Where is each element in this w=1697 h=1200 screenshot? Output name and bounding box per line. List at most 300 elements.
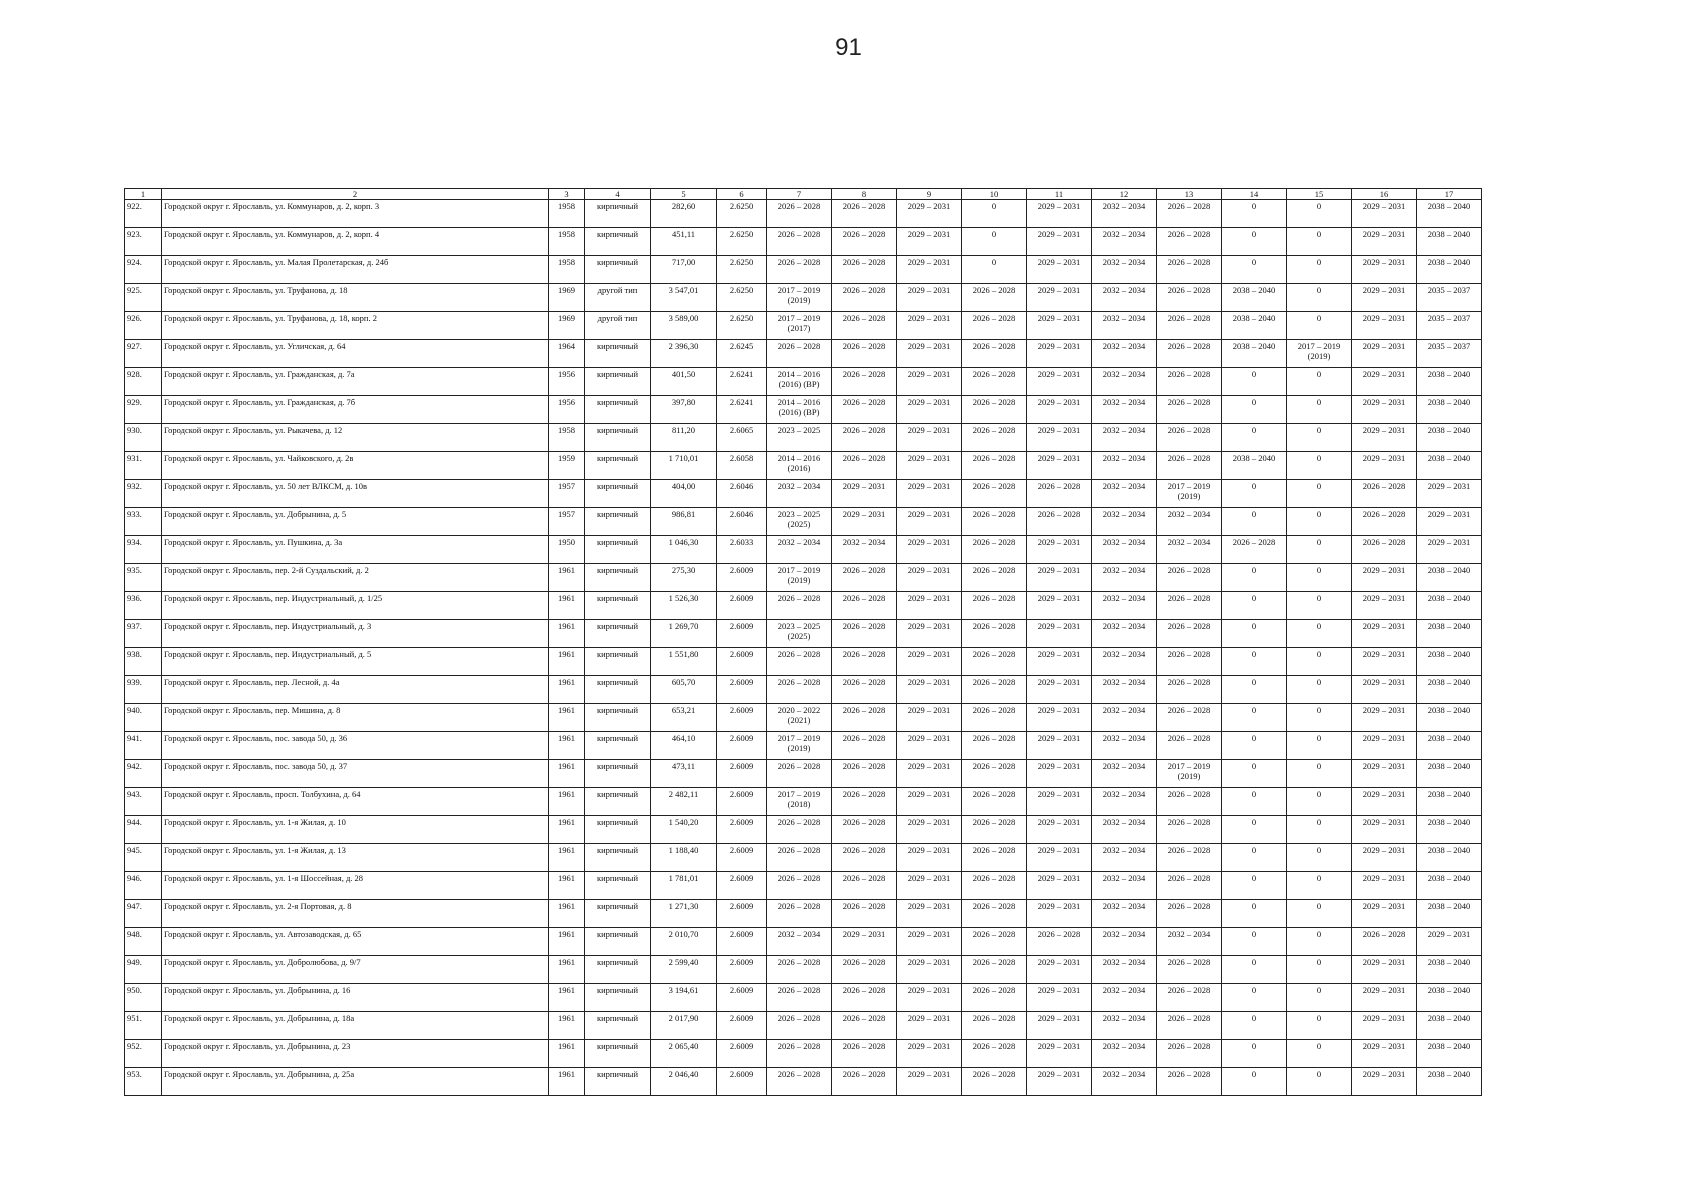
table-cell: 2026 – 2028 [832, 228, 897, 256]
table-cell: 2032 – 2034 [1092, 1040, 1157, 1068]
table-cell: 0 [1287, 424, 1352, 452]
table-cell: 2026 – 2028 [962, 816, 1027, 844]
table-row [125, 984, 1482, 1012]
table-cell: другой тип [585, 312, 651, 340]
table-cell: 2026 – 2028 [832, 732, 897, 760]
table-cell: 2026 – 2028 [767, 676, 832, 704]
table-cell: 0 [1222, 816, 1287, 844]
table-cell: 2026 – 2028 [962, 368, 1027, 396]
table-cell [767, 564, 832, 592]
cell-text-line: 2020 – 2022 [777, 705, 821, 715]
table-cell: кирпичный [585, 228, 651, 256]
table-cell: 2029 – 2031 [1352, 1068, 1417, 1096]
table-cell: 2026 – 2028 [767, 256, 832, 284]
table-cell: 2026 – 2028 [1157, 284, 1222, 312]
table-cell: 2038 – 2040 [1222, 452, 1287, 480]
table-cell: 2029 – 2031 [1352, 648, 1417, 676]
cell-text-line: 2017 – 2019 [777, 313, 821, 323]
table-cell: 605,70 [651, 676, 717, 704]
table-row [125, 592, 1482, 620]
table-cell: 2026 – 2028 [1157, 676, 1222, 704]
address-cell: Городской округ г. Ярославль, пер. 2-й Суздальский, д. 2 [162, 564, 549, 592]
table-cell: 2.6009 [717, 1040, 767, 1068]
table-cell: 2.6250 [717, 228, 767, 256]
table-cell: 2.6009 [717, 732, 767, 760]
table-cell: 2032 – 2034 [1092, 312, 1157, 340]
table-cell: 2029 – 2031 [897, 760, 962, 788]
table-cell: 2029 – 2031 [897, 340, 962, 368]
cell-text-line: (2019) [787, 295, 811, 305]
address-cell: Городской округ г. Ярославль, ул. 1-я Жилая, д. 10 [162, 816, 549, 844]
column-header-16: 16 [1352, 189, 1417, 200]
table-cell: 2032 – 2034 [1092, 704, 1157, 732]
table-cell: 2029 – 2031 [897, 1012, 962, 1040]
table-row [125, 676, 1482, 704]
table-cell: 1961 [549, 1012, 585, 1040]
table-cell: 2029 – 2031 [1352, 312, 1417, 340]
address-cell: Городской округ г. Ярославль, ул. Гражданская, д. 7а [162, 368, 549, 396]
table-cell: 2029 – 2031 [1352, 984, 1417, 1012]
table-cell: 2029 – 2031 [1027, 228, 1092, 256]
table-cell: 2026 – 2028 [962, 452, 1027, 480]
table-cell: 2038 – 2040 [1417, 816, 1482, 844]
table-cell: 2029 – 2031 [897, 1040, 962, 1068]
table-cell: 2038 – 2040 [1417, 256, 1482, 284]
table-row [125, 816, 1482, 844]
table-cell: 2038 – 2040 [1417, 564, 1482, 592]
table-cell: 2029 – 2031 [1027, 312, 1092, 340]
row-number-cell: 947. [125, 900, 162, 928]
table-cell: 1964 [549, 340, 585, 368]
column-header-12: 12 [1092, 189, 1157, 200]
table-cell: 2029 – 2031 [1352, 956, 1417, 984]
table-cell: 2029 – 2031 [1027, 984, 1092, 1012]
table-cell: 2038 – 2040 [1417, 732, 1482, 760]
table-cell: 0 [1287, 704, 1352, 732]
row-number-cell: 945. [125, 844, 162, 872]
table-cell: 2026 – 2028 [1352, 536, 1417, 564]
table-cell: 3 547,01 [651, 284, 717, 312]
table-cell: кирпичный [585, 760, 651, 788]
table-cell: 2032 – 2034 [1092, 200, 1157, 228]
table-cell: 2026 – 2028 [832, 592, 897, 620]
table-cell: кирпичный [585, 368, 651, 396]
table-cell: 0 [1222, 956, 1287, 984]
table-cell: 2026 – 2028 [832, 872, 897, 900]
column-header-9: 9 [897, 189, 962, 200]
cell-text-line: (2025) [787, 519, 811, 529]
table-cell: 2029 – 2031 [897, 424, 962, 452]
table-cell: 2032 – 2034 [1092, 592, 1157, 620]
table-cell: 2032 – 2034 [1092, 452, 1157, 480]
table-cell: 2029 – 2031 [1027, 284, 1092, 312]
table-cell: 2029 – 2031 [1027, 676, 1092, 704]
table-cell: 2026 – 2028 [962, 592, 1027, 620]
table-cell: 404,00 [651, 480, 717, 508]
table-cell: 2029 – 2031 [1417, 928, 1482, 956]
table-cell: кирпичный [585, 564, 651, 592]
table-cell: 2026 – 2028 [1157, 844, 1222, 872]
table-cell: 2026 – 2028 [962, 340, 1027, 368]
table-cell: 717,00 [651, 256, 717, 284]
table-row [125, 928, 1482, 956]
table-cell: 2029 – 2031 [897, 1068, 962, 1096]
table-row [125, 508, 1482, 536]
table-cell: 2032 – 2034 [1092, 816, 1157, 844]
housing-register-table [124, 188, 1482, 1096]
table-cell: 2029 – 2031 [1417, 536, 1482, 564]
table-cell: 811,20 [651, 424, 717, 452]
table-cell: 1961 [549, 928, 585, 956]
table-cell: кирпичный [585, 676, 651, 704]
table-cell: кирпичный [585, 1068, 651, 1096]
table-cell: 2029 – 2031 [1027, 1040, 1092, 1068]
table-row [125, 620, 1482, 648]
table-cell: 1956 [549, 396, 585, 424]
table-cell: 2032 – 2034 [1092, 564, 1157, 592]
table-cell: 1969 [549, 284, 585, 312]
table-cell: 0 [1287, 844, 1352, 872]
table-cell: 0 [1222, 844, 1287, 872]
table-cell: 0 [1222, 1040, 1287, 1068]
table-cell: 2026 – 2028 [962, 788, 1027, 816]
cell-text-line: 2023 – 2025 [777, 509, 821, 519]
table-cell: 0 [1222, 928, 1287, 956]
cell-text-line: (2019) [1177, 771, 1201, 781]
table-cell: 2032 – 2034 [1092, 508, 1157, 536]
row-number-cell: 922. [125, 200, 162, 228]
table-cell: кирпичный [585, 508, 651, 536]
table-cell: 2029 – 2031 [1352, 256, 1417, 284]
table-cell: 2029 – 2031 [1027, 760, 1092, 788]
table-cell: кирпичный [585, 732, 651, 760]
table-cell: 2038 – 2040 [1417, 1040, 1482, 1068]
table-cell: 2029 – 2031 [1352, 452, 1417, 480]
table-cell: 2038 – 2040 [1417, 900, 1482, 928]
table-cell: 0 [1222, 760, 1287, 788]
table-cell: 2026 – 2028 [832, 340, 897, 368]
table-cell: 2026 – 2028 [832, 844, 897, 872]
table-cell: 2.6009 [717, 844, 767, 872]
cell-text-line: (2021) [787, 715, 811, 725]
table-cell: 2.6009 [717, 1068, 767, 1096]
table-cell: 2032 – 2034 [1092, 1012, 1157, 1040]
table-cell: 2029 – 2031 [897, 228, 962, 256]
table-header [125, 189, 1482, 200]
table-cell: 2029 – 2031 [1352, 900, 1417, 928]
table-cell [767, 620, 832, 648]
address-cell: Городской округ г. Ярославль, ул. Чайковского, д. 2в [162, 452, 549, 480]
table-cell: кирпичный [585, 452, 651, 480]
table-cell: 0 [1222, 368, 1287, 396]
table-cell: 2026 – 2028 [1157, 564, 1222, 592]
table-cell: 2032 – 2034 [1092, 256, 1157, 284]
table-cell: 0 [1222, 564, 1287, 592]
table-cell: 2029 – 2031 [1352, 228, 1417, 256]
table-cell: 2032 – 2034 [1092, 788, 1157, 816]
table-cell: 2026 – 2028 [832, 256, 897, 284]
table-cell: 2029 – 2031 [1027, 900, 1092, 928]
table-cell: 0 [1222, 424, 1287, 452]
table-cell: 2029 – 2031 [1027, 648, 1092, 676]
table-cell: 1959 [549, 452, 585, 480]
cell-text-line: 2017 – 2019 [1167, 481, 1211, 491]
table-row [125, 284, 1482, 312]
table-cell: 0 [962, 256, 1027, 284]
table-cell: 2029 – 2031 [897, 956, 962, 984]
table-row [125, 256, 1482, 284]
table-cell: 0 [1222, 900, 1287, 928]
table-cell: 2035 – 2037 [1417, 284, 1482, 312]
table-cell: 2029 – 2031 [897, 284, 962, 312]
table-cell: 2026 – 2028 [767, 1068, 832, 1096]
table-cell: 2029 – 2031 [1027, 256, 1092, 284]
table-cell: 2.6009 [717, 984, 767, 1012]
table-cell: 0 [1287, 928, 1352, 956]
table-cell: 2029 – 2031 [897, 704, 962, 732]
table-cell: 2 396,30 [651, 340, 717, 368]
table-cell: 1961 [549, 900, 585, 928]
row-number-cell: 952. [125, 1040, 162, 1068]
table-cell: 2029 – 2031 [1027, 704, 1092, 732]
table-cell: 0 [1287, 900, 1352, 928]
table-cell: 1961 [549, 1068, 585, 1096]
row-number-cell: 928. [125, 368, 162, 396]
table-cell: 2032 – 2034 [1157, 536, 1222, 564]
table-cell: 2032 – 2034 [1092, 396, 1157, 424]
table-cell: 0 [1287, 648, 1352, 676]
table-row [125, 396, 1482, 424]
table-cell: 2038 – 2040 [1417, 228, 1482, 256]
table-cell: 0 [1287, 284, 1352, 312]
table-cell: 2026 – 2028 [1027, 928, 1092, 956]
table-cell [767, 704, 832, 732]
table-cell: 2.6009 [717, 648, 767, 676]
table-cell: 2026 – 2028 [1352, 508, 1417, 536]
table-cell: 2029 – 2031 [832, 508, 897, 536]
column-header-15: 15 [1287, 189, 1352, 200]
table-cell: кирпичный [585, 900, 651, 928]
cell-text-line: (2019) [787, 743, 811, 753]
table-cell: 2026 – 2028 [832, 984, 897, 1012]
table-cell: 0 [1222, 648, 1287, 676]
table-cell: 2029 – 2031 [897, 844, 962, 872]
table-cell: кирпичный [585, 984, 651, 1012]
row-number-cell: 953. [125, 1068, 162, 1096]
table-row [125, 1040, 1482, 1068]
table-cell: 0 [1287, 480, 1352, 508]
table-cell: 2.6245 [717, 340, 767, 368]
table-cell: 0 [1222, 872, 1287, 900]
table-cell: 2038 – 2040 [1417, 1012, 1482, 1040]
table-cell: 2032 – 2034 [1092, 956, 1157, 984]
table-cell: кирпичный [585, 200, 651, 228]
table-cell: 2026 – 2028 [832, 396, 897, 424]
table-cell: 2026 – 2028 [962, 312, 1027, 340]
table-cell: 2038 – 2040 [1417, 452, 1482, 480]
table-cell: 1958 [549, 256, 585, 284]
table-cell: 2032 – 2034 [1157, 928, 1222, 956]
table-cell: 1961 [549, 872, 585, 900]
table-cell: 2038 – 2040 [1417, 872, 1482, 900]
table-cell: кирпичный [585, 928, 651, 956]
table-cell: 2029 – 2031 [1352, 368, 1417, 396]
table-cell: 2026 – 2028 [1157, 256, 1222, 284]
column-header-10: 10 [962, 189, 1027, 200]
table-cell: 2029 – 2031 [897, 256, 962, 284]
table-cell: 2026 – 2028 [832, 1040, 897, 1068]
table-cell: 0 [1287, 1012, 1352, 1040]
table-cell: 2029 – 2031 [1352, 1040, 1417, 1068]
table-cell: 2032 – 2034 [1092, 284, 1157, 312]
address-cell: Городской округ г. Ярославль, ул. 1-я Шоссейная, д. 28 [162, 872, 549, 900]
row-number-cell: 937. [125, 620, 162, 648]
table-cell: 2026 – 2028 [767, 1012, 832, 1040]
table-cell: 2026 – 2028 [767, 592, 832, 620]
address-cell: Городской округ г. Ярославль, ул. Рыкачева, д. 12 [162, 424, 549, 452]
table-cell: 2035 – 2037 [1417, 340, 1482, 368]
table-cell: 2029 – 2031 [1027, 340, 1092, 368]
table-cell: 2026 – 2028 [767, 200, 832, 228]
table-cell: 2026 – 2028 [832, 676, 897, 704]
table-cell: кирпичный [585, 1040, 651, 1068]
table-cell: 1958 [549, 424, 585, 452]
table-cell: 2038 – 2040 [1417, 760, 1482, 788]
table-cell: 0 [1287, 564, 1352, 592]
table-cell: 2026 – 2028 [767, 872, 832, 900]
table-cell: 0 [1222, 788, 1287, 816]
row-number-cell: 930. [125, 424, 162, 452]
cell-text-line: (2017) [787, 323, 811, 333]
table-cell: 2029 – 2031 [897, 984, 962, 1012]
table-cell: 1 540,20 [651, 816, 717, 844]
table-cell: 2.6046 [717, 508, 767, 536]
table-cell: 2026 – 2028 [962, 704, 1027, 732]
table-cell: 1950 [549, 536, 585, 564]
table-cell: 0 [1222, 200, 1287, 228]
table-cell: 2029 – 2031 [1027, 620, 1092, 648]
table-cell: 2029 – 2031 [1027, 452, 1092, 480]
table-cell: 0 [1287, 620, 1352, 648]
table-cell: 2026 – 2028 [832, 900, 897, 928]
table-cell: 2029 – 2031 [897, 536, 962, 564]
table-cell: 2.6046 [717, 480, 767, 508]
table-cell: 2032 – 2034 [767, 480, 832, 508]
table-cell: 0 [1222, 228, 1287, 256]
table-cell: 2038 – 2040 [1417, 956, 1482, 984]
table-cell: 2038 – 2040 [1417, 704, 1482, 732]
table-row [125, 452, 1482, 480]
cell-text-line: 2017 – 2019 [777, 733, 821, 743]
table-cell: 0 [1222, 984, 1287, 1012]
table-cell: 1958 [549, 200, 585, 228]
column-header-4: 4 [585, 189, 651, 200]
table-cell: 2026 – 2028 [1157, 424, 1222, 452]
row-number-cell: 934. [125, 536, 162, 564]
table-cell: 2038 – 2040 [1417, 200, 1482, 228]
table-row [125, 1012, 1482, 1040]
table-cell: кирпичный [585, 592, 651, 620]
table-cell: 2029 – 2031 [1352, 872, 1417, 900]
row-number-cell: 926. [125, 312, 162, 340]
table-cell: 0 [1222, 396, 1287, 424]
table-cell: 2029 – 2031 [1352, 676, 1417, 704]
table-cell: 2026 – 2028 [1157, 816, 1222, 844]
table-cell: 0 [1287, 200, 1352, 228]
table-cell: 0 [1287, 312, 1352, 340]
cell-text-line: 2023 – 2025 [777, 621, 821, 631]
table-cell: кирпичный [585, 844, 651, 872]
table-cell: 2029 – 2031 [1352, 200, 1417, 228]
table-cell: 2029 – 2031 [1027, 844, 1092, 872]
table-cell: 2026 – 2028 [962, 396, 1027, 424]
table-cell: 2026 – 2028 [962, 760, 1027, 788]
table-row [125, 340, 1482, 368]
table-cell: 2026 – 2028 [832, 1068, 897, 1096]
table-cell: 2032 – 2034 [1092, 844, 1157, 872]
table-cell: 2029 – 2031 [1352, 620, 1417, 648]
table-cell: 1969 [549, 312, 585, 340]
table-cell: кирпичный [585, 816, 651, 844]
table-cell: 2032 – 2034 [767, 928, 832, 956]
table-cell: 0 [1287, 228, 1352, 256]
table-cell: 275,30 [651, 564, 717, 592]
table-cell: 464,10 [651, 732, 717, 760]
table-cell: 2029 – 2031 [897, 480, 962, 508]
table-cell: 2026 – 2028 [962, 284, 1027, 312]
address-cell: Городской округ г. Ярославль, ул. Угличская, д. 64 [162, 340, 549, 368]
table-cell: 2029 – 2031 [1027, 592, 1092, 620]
table-cell: 2026 – 2028 [767, 956, 832, 984]
table-cell: 2026 – 2028 [1157, 648, 1222, 676]
table-body [125, 200, 1482, 1096]
column-header-13: 13 [1157, 189, 1222, 200]
table-cell: 2029 – 2031 [1027, 788, 1092, 816]
table-cell: 2032 – 2034 [1157, 508, 1222, 536]
address-cell: Городской округ г. Ярославль, ул. Добрынина, д. 25а [162, 1068, 549, 1096]
table-row [125, 760, 1482, 788]
table-cell: 2032 – 2034 [1092, 228, 1157, 256]
table-cell: 2026 – 2028 [1157, 1040, 1222, 1068]
table-cell: 2032 – 2034 [1092, 900, 1157, 928]
table-cell: кирпичный [585, 788, 651, 816]
table-cell: 2026 – 2028 [962, 508, 1027, 536]
address-cell: Городской округ г. Ярославль, ул. Добрынина, д. 18а [162, 1012, 549, 1040]
table-cell: 2026 – 2028 [962, 620, 1027, 648]
table-cell: 2026 – 2028 [832, 312, 897, 340]
table-cell: 3 589,00 [651, 312, 717, 340]
table-row [125, 648, 1482, 676]
table-cell: кирпичный [585, 256, 651, 284]
address-cell: Городской округ г. Ярославль, ул. Добролюбова, д. 9/7 [162, 956, 549, 984]
cell-text-line: 2017 – 2019 [1167, 761, 1211, 771]
row-number-cell: 948. [125, 928, 162, 956]
table-cell: 2029 – 2031 [1352, 816, 1417, 844]
row-number-cell: 933. [125, 508, 162, 536]
table-cell: 1961 [549, 732, 585, 760]
table-cell: 2029 – 2031 [897, 592, 962, 620]
table-cell: 2029 – 2031 [1027, 1068, 1092, 1096]
table-cell: 2038 – 2040 [1417, 844, 1482, 872]
table-cell: 2038 – 2040 [1222, 284, 1287, 312]
table-cell: 2029 – 2031 [1027, 368, 1092, 396]
table-cell: 2026 – 2028 [1157, 228, 1222, 256]
table-cell: 2026 – 2028 [1027, 508, 1092, 536]
address-cell: Городской округ г. Ярославль, ул. 1-я Жилая, д. 13 [162, 844, 549, 872]
table-cell: 0 [1222, 732, 1287, 760]
table-row [125, 312, 1482, 340]
table-cell: 451,11 [651, 228, 717, 256]
